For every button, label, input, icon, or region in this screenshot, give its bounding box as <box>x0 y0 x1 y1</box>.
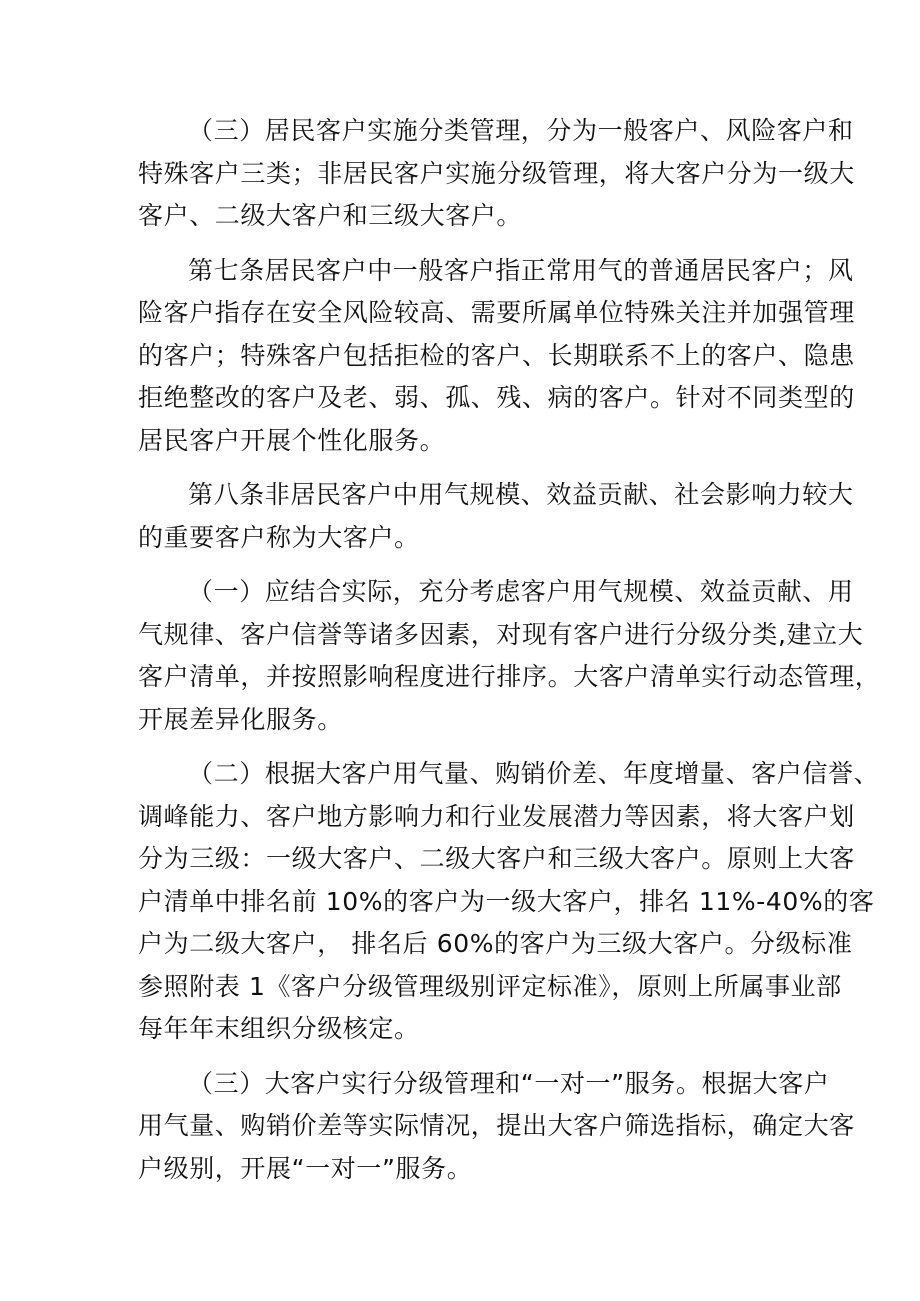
paragraph-article-8 <box>138 474 854 559</box>
paragraph-item-3 <box>138 1063 855 1191</box>
text-line: （三）大客户实行分级管理和“一对一”服务。根据大客户 <box>188 1068 830 1098</box>
text-line: 的重要客户称为大客户。 <box>138 522 420 552</box>
text-line: 第七条居民客户中一般客户指正常用气的普通居民客户；风 <box>188 255 854 285</box>
text-line: 客户清单，并按照影响程度进行排序。大客户清单实行动态管理， <box>138 662 881 691</box>
text-line: 用气量、购销价差等实际情况，提出大客户筛选指标，确定大客 <box>138 1111 855 1140</box>
text-line: 拒绝整改的客户及老、弱、孤、残、病的客户。针对不同类型的 <box>138 383 855 412</box>
paragraph-item-2 <box>138 753 880 1051</box>
text-line: 户级别，开展“一对一”服务。 <box>138 1153 473 1183</box>
text-line: 气规律、客户信誉等诸多因素，对现有客户进行分级分类,建立大 <box>138 619 864 649</box>
text-line: 第八条非居民客户中用气规模、效益贡献、社会影响力较大 <box>188 480 854 509</box>
text-line: 户为二级大客户， 排名后 60%的客户为三级大客户。分级标准 <box>138 929 853 958</box>
paragraph-residential-classification <box>138 110 855 238</box>
text-line: （二）根据大客户用气量、购销价差、年度增量、客户信誉、 <box>188 759 880 788</box>
text-line: 户清单中排名前 10%的客户为一级大客户，排名 11%-40%的客 <box>138 886 875 916</box>
text-line: 每年年末组织分级核定。 <box>138 1014 420 1043</box>
text-line: （三）居民客户实施分类管理，分为一般客户、风险客户和 <box>188 116 854 145</box>
text-line: 调峰能力、客户地方影响力和行业发展潜力等因素，将大客户划 <box>138 801 855 831</box>
text-line: 特殊客户三类；非居民客户实施分级管理，将大客户分为一级大 <box>138 158 855 188</box>
text-line: 参照附表 1《客户分级管理级别评定标准》，原则上所属事业部 <box>138 971 842 1001</box>
text-line: 客户、二级大客户和三级大客户。 <box>138 201 523 230</box>
text-line: （一）应结合实际，充分考虑客户用气规模、效益贡献、用 <box>188 577 854 606</box>
paragraph-item-1 <box>138 571 881 741</box>
text-line: 险客户指存在安全风险较高、需要所属单位特殊关注并加强管理 <box>138 298 855 327</box>
text-line: 开展差异化服务。 <box>138 704 343 734</box>
document-body <box>138 110 881 1202</box>
text-line: 居民客户开展个性化服务。 <box>138 425 446 455</box>
text-line: 的客户；特殊客户包括拒检的客户、长期联系不上的客户、隐患 <box>138 340 855 370</box>
paragraph-article-7 <box>138 250 855 463</box>
text-line: 分为三级：一级大客户、二级大客户和三级大客户。原则上大客 <box>138 844 855 873</box>
